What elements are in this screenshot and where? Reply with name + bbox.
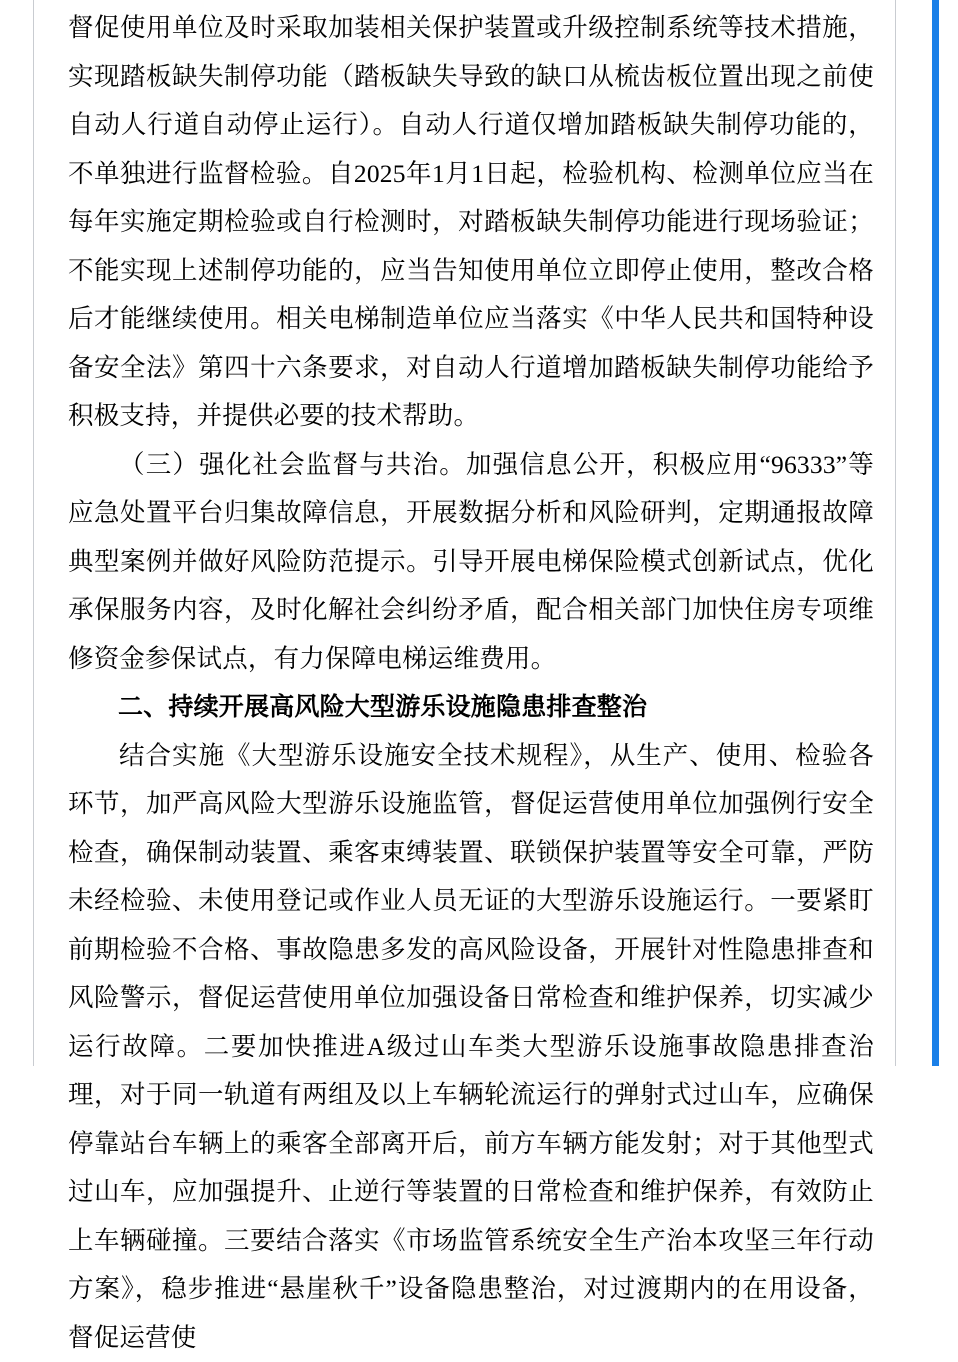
- paragraph-amusement-devices: 结合实施《大型游乐设施安全技术规程》，从生产、使用、检验各环节，加严高风险大型游乐设施监管，督促运营使用单位加强例行安全检查，确保制动装置、乘客束缚装置、联锁保护装置等安全可靠，严防未经检验、未使用登记或作业人员无证的大型游乐设施运行。一要紧盯前期检验不合格、事故隐患多发的高风险设备，开展针对性隐患排查和风险警示，督促运营使用单位加强设备日常检查和维护保养，切实减少运行故障。二要加快推进A级过山车类大型游乐设施事故隐患排查治理，对于同一轨道有两组及以上车辆轮流运行的弹射式过山车，应确保停靠站台车辆上的乘客全部离开后，前方车辆方能发射；对于其他型式过山车，应加强提升、止逆行等装置的日常检查和维护保养，有效防止上车辆碰撞。三要结合落实《市场监管系统安全生产治本攻坚三年行动方案》，稳步推进“悬崖秋千”设备隐患整治，对过渡期内的在用设备，督促运营使: [68, 732, 874, 1362]
- document-text-column: [68, 0, 874, 1362]
- heading-section-two: 二、持续开展高风险大型游乐设施隐患排查整治: [68, 683, 874, 732]
- paragraph-escalator-measures: 督促使用单位及时采取加装相关保护装置或升级控制系统等技术措施，实现踏板缺失制停功能（踏板缺失导致的缺口从梳齿板位置出现之前使自动人行道自动停止运行）。自动人行道仅增加踏板缺失制停功能的，不单独进行监督检验。自2025年1月1日起，检验机构、检测单位应当在每年实施定期检验或自行检测时，对踏板缺失制停功能进行现场验证；不能实现上述制停功能的，应当告知使用单位立即停止使用，整改合格后才能继续使用。相关电梯制造单位应当落实《中华人民共和国特种设备安全法》第四十六条要求，对自动人行道增加踏板缺失制停功能给予积极支持，并提供必要的技术帮助。: [68, 4, 874, 441]
- page-right-rule: [895, 0, 896, 1066]
- page-left-rule: [33, 0, 34, 1066]
- scrollbar-track[interactable]: [918, 0, 958, 1066]
- scrollbar-thumb[interactable]: [932, 0, 939, 1066]
- paragraph-social-supervision: （三）强化社会监督与共治。加强信息公开，积极应用“96333”等应急处置平台归集故障信息，开展数据分析和风险研判，定期通报故障典型案例并做好风险防范提示。引导开展电梯保险模式创新试点，优化承保服务内容，及时化解社会纠纷矛盾，配合相关部门加快住房专项维修资金参保试点，有力保障电梯运维费用。: [68, 441, 874, 684]
